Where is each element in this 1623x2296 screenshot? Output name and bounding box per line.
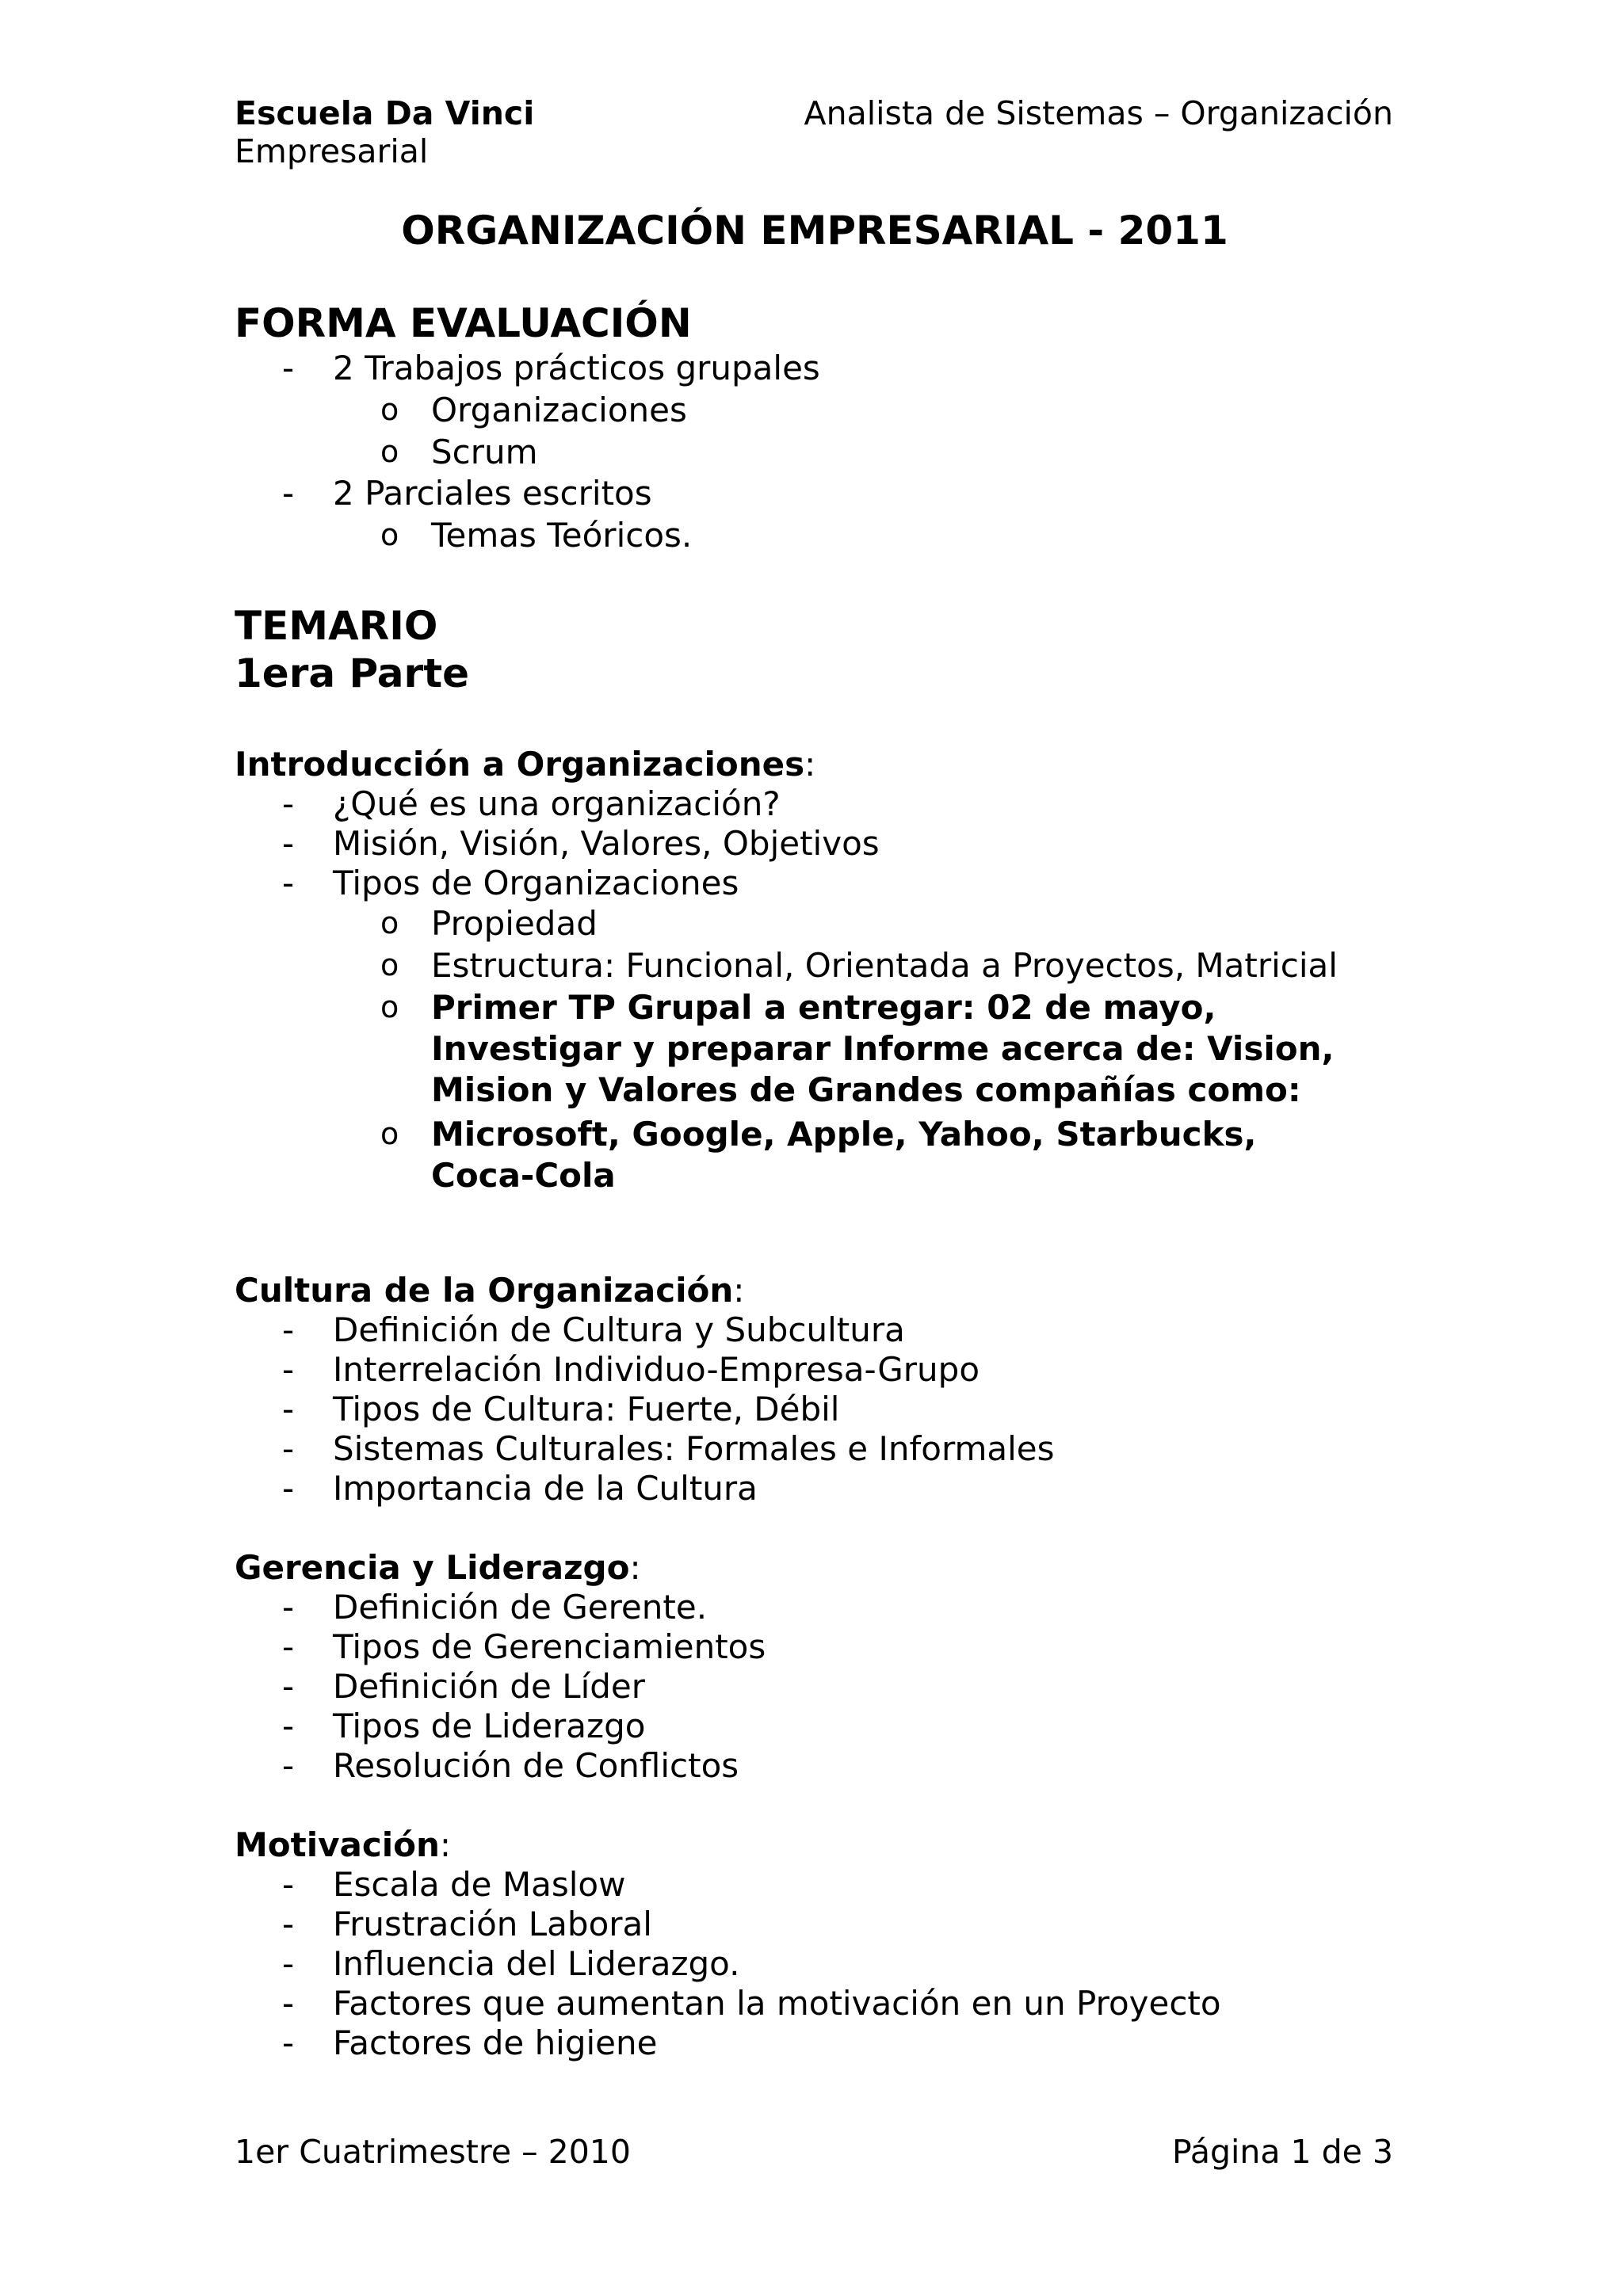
list-bullet: - [282, 1429, 295, 1468]
list-bullet: - [282, 1707, 295, 1745]
list-item: 2 Parciales escritos [333, 474, 652, 513]
list-bullet: - [282, 864, 295, 902]
school-name: Escuela Da Vinci [235, 94, 535, 132]
sublist-bullet: o [380, 1116, 399, 1151]
list-item: Escala de Maslow [333, 1865, 626, 1904]
temario-part: 1era Parte [235, 650, 470, 696]
list-item: Factores de higiene [333, 2023, 658, 2062]
section-title-motivacion: Motivación: [235, 1825, 452, 1864]
header-course: Analista de Sistemas – Organización [804, 94, 1393, 132]
list-bullet: - [282, 1667, 295, 1706]
list-item: Interrelación Individuo-Empresa-Grupo [333, 1350, 980, 1389]
sublist-item: Organizaciones [431, 391, 687, 429]
document-title: ORGANIZACIÓN EMPRESARIAL - 2011 [401, 208, 1228, 254]
footer-term: 1er Cuatrimestre – 2010 [235, 2133, 631, 2171]
list-item: Resolución de Conflictos [333, 1746, 739, 1785]
list-bullet: - [282, 1588, 295, 1627]
sublist-item: Estructura: Funcional, Orientada a Proyectos, Matricial [431, 946, 1338, 985]
header-school [235, 94, 534, 170]
temario-heading: TEMARIO [235, 603, 438, 649]
list-bullet: - [282, 474, 295, 513]
section-title-introduccion: Introducción a Organizaciones: [235, 745, 816, 784]
sublist-item-tp: Primer TP Grupal a entregar: 02 de mayo, Investigar y preparar Informe acerca de: Vision, Mision y Valores de Grandes compañías como: [431, 988, 1335, 1109]
list-item: Factores que aumentan la motivación en un Proyecto [333, 1984, 1221, 2023]
list-item: Tipos de Cultura: Fuerte, Débil [333, 1390, 840, 1428]
list-item: 2 Trabajos prácticos grupales [333, 349, 820, 387]
sublist-bullet: o [380, 434, 399, 469]
list-bullet: - [282, 1944, 295, 1983]
list-item: Sistemas Culturales: Formales e Informales [333, 1429, 1055, 1468]
list-bullet: - [282, 1390, 295, 1428]
list-bullet: - [282, 1905, 295, 1943]
list-item: ¿Qué es una organización? [333, 784, 781, 823]
list-item: Tipos de Gerenciamientos [333, 1627, 766, 1666]
list-item: Definición de Gerente. [333, 1588, 708, 1627]
sublist-bullet: o [380, 517, 399, 552]
list-bullet: - [282, 784, 295, 823]
sublist-item: Scrum [431, 433, 538, 471]
sublist-bullet: o [380, 948, 399, 982]
list-bullet: - [282, 1984, 295, 2023]
sublist-bullet: o [380, 906, 399, 940]
list-bullet: - [282, 824, 295, 863]
list-item: Definición de Líder [333, 1667, 646, 1706]
section-title-gerencia: Gerencia y Liderazgo: [235, 1548, 641, 1587]
sublist-bullet: o [380, 392, 399, 427]
list-item: Tipos de Liderazgo [333, 1707, 646, 1745]
list-item: Tipos de Organizaciones [333, 864, 739, 902]
list-bullet: - [282, 1627, 295, 1666]
sublist-item: Propiedad [431, 904, 598, 943]
list-bullet: - [282, 1865, 295, 1904]
list-item: Importancia de la Cultura [333, 1469, 758, 1508]
sublist-item: Temas Teóricos. [431, 516, 693, 555]
section-title-cultura: Cultura de la Organización: [235, 1271, 745, 1310]
list-bullet: - [282, 349, 295, 387]
list-item: Influencia del Liderazgo. [333, 1944, 740, 1983]
list-bullet: - [282, 1469, 295, 1508]
footer-page-number: Página 1 de 3 [1171, 2133, 1393, 2171]
sublist-bullet: o [380, 990, 399, 1024]
list-bullet: - [282, 2023, 295, 2062]
list-item: Definición de Cultura y Subcultura [333, 1310, 905, 1349]
evaluacion-heading: FORMA EVALUACIÓN [235, 300, 692, 346]
list-bullet: - [282, 1746, 295, 1785]
list-bullet: - [282, 1310, 295, 1349]
sublist-item-companies: Microsoft, Google, Apple, Yahoo, Starbucks, Coca-Cola [431, 1115, 1257, 1195]
list-item: Misión, Visión, Valores, Objetivos [333, 824, 880, 863]
school-name-line2: Empresarial [235, 132, 429, 170]
list-bullet: - [282, 1350, 295, 1389]
list-item: Frustración Laboral [333, 1905, 652, 1943]
